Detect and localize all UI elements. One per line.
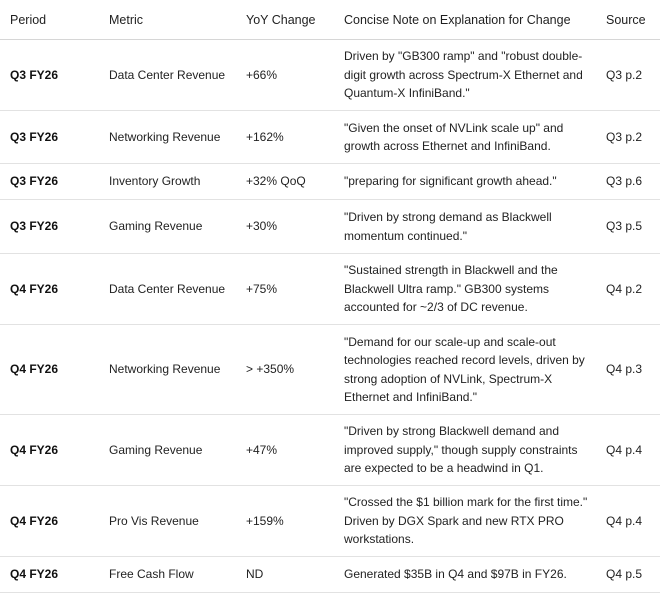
cell-source: Q4 p.3 <box>598 325 660 415</box>
cell-period: Q4 FY26 <box>0 557 99 593</box>
cell-period: Q3 FY26 <box>0 40 99 111</box>
cell-metric: Gaming Revenue <box>99 200 236 254</box>
cell-source: Q3 p.2 <box>598 111 660 164</box>
cell-note: "Driven by strong demand as Blackwell momentum continued." <box>334 200 598 254</box>
cell-yoy: +47% <box>236 415 334 486</box>
cell-source: Q4 p.5 <box>598 557 660 593</box>
cell-metric: Inventory Growth <box>99 164 236 200</box>
cell-note: "Driven by strong Blackwell demand and improved supply," though supply constraints are expected to be a headwind in Q1. <box>334 415 598 486</box>
cell-source: Q4 p.2 <box>598 254 660 325</box>
table-header-row <box>0 0 660 40</box>
cell-metric: Data Center Revenue <box>99 254 236 325</box>
table-row <box>0 557 660 593</box>
cell-source: Q3 p.6 <box>598 164 660 200</box>
cell-yoy: +32% QoQ <box>236 164 334 200</box>
cell-note: "Sustained strength in Blackwell and the Blackwell Ultra ramp." GB300 systems accounted for ~2/3 of DC revenue. <box>334 254 598 325</box>
cell-source: Q3 p.5 <box>598 200 660 254</box>
column-header-metric: Metric <box>99 0 236 40</box>
cell-period: Q4 FY26 <box>0 254 99 325</box>
cell-metric: Free Cash Flow <box>99 557 236 593</box>
table-row <box>0 111 660 164</box>
table-row <box>0 164 660 200</box>
column-header-yoy: YoY Change <box>236 0 334 40</box>
column-header-period: Period <box>0 0 99 40</box>
column-header-note: Concise Note on Explanation for Change <box>334 0 598 40</box>
cell-note: "preparing for significant growth ahead." <box>334 164 598 200</box>
cell-period: Q3 FY26 <box>0 164 99 200</box>
cell-metric: Data Center Revenue <box>99 40 236 111</box>
cell-source: Q4 p.4 <box>598 486 660 557</box>
table-row <box>0 200 660 254</box>
cell-source: Q3 p.2 <box>598 40 660 111</box>
cell-source: Q4 p.4 <box>598 415 660 486</box>
cell-metric: Networking Revenue <box>99 111 236 164</box>
table-row <box>0 254 660 325</box>
cell-note: "Crossed the $1 billion mark for the first time." Driven by DGX Spark and new RTX PRO workstations. <box>334 486 598 557</box>
cell-metric: Gaming Revenue <box>99 415 236 486</box>
cell-metric: Pro Vis Revenue <box>99 486 236 557</box>
column-header-source: Source <box>598 0 660 40</box>
table-row <box>0 40 660 111</box>
cell-note: "Given the onset of NVLink scale up" and growth across Ethernet and InfiniBand. <box>334 111 598 164</box>
cell-yoy: +162% <box>236 111 334 164</box>
table-row <box>0 325 660 415</box>
table-row <box>0 486 660 557</box>
cell-yoy: +66% <box>236 40 334 111</box>
cell-metric: Networking Revenue <box>99 325 236 415</box>
cell-yoy: ND <box>236 557 334 593</box>
cell-note: Driven by "GB300 ramp" and "robust double-digit growth across Spectrum-X Ethernet and Quantum-X InfiniBand." <box>334 40 598 111</box>
cell-note: Generated $35B in Q4 and $97B in FY26. <box>334 557 598 593</box>
cell-period: Q4 FY26 <box>0 486 99 557</box>
cell-period: Q3 FY26 <box>0 111 99 164</box>
cell-note: "Demand for our scale-up and scale-out technologies reached record levels, driven by strong adoption of NVLink, Spectrum-X Ethernet and InfiniBand." <box>334 325 598 415</box>
cell-period: Q4 FY26 <box>0 325 99 415</box>
cell-yoy: > +350% <box>236 325 334 415</box>
cell-yoy: +159% <box>236 486 334 557</box>
cell-yoy: +30% <box>236 200 334 254</box>
cell-yoy: +75% <box>236 254 334 325</box>
cell-period: Q3 FY26 <box>0 200 99 254</box>
cell-period: Q4 FY26 <box>0 415 99 486</box>
table-row <box>0 415 660 486</box>
